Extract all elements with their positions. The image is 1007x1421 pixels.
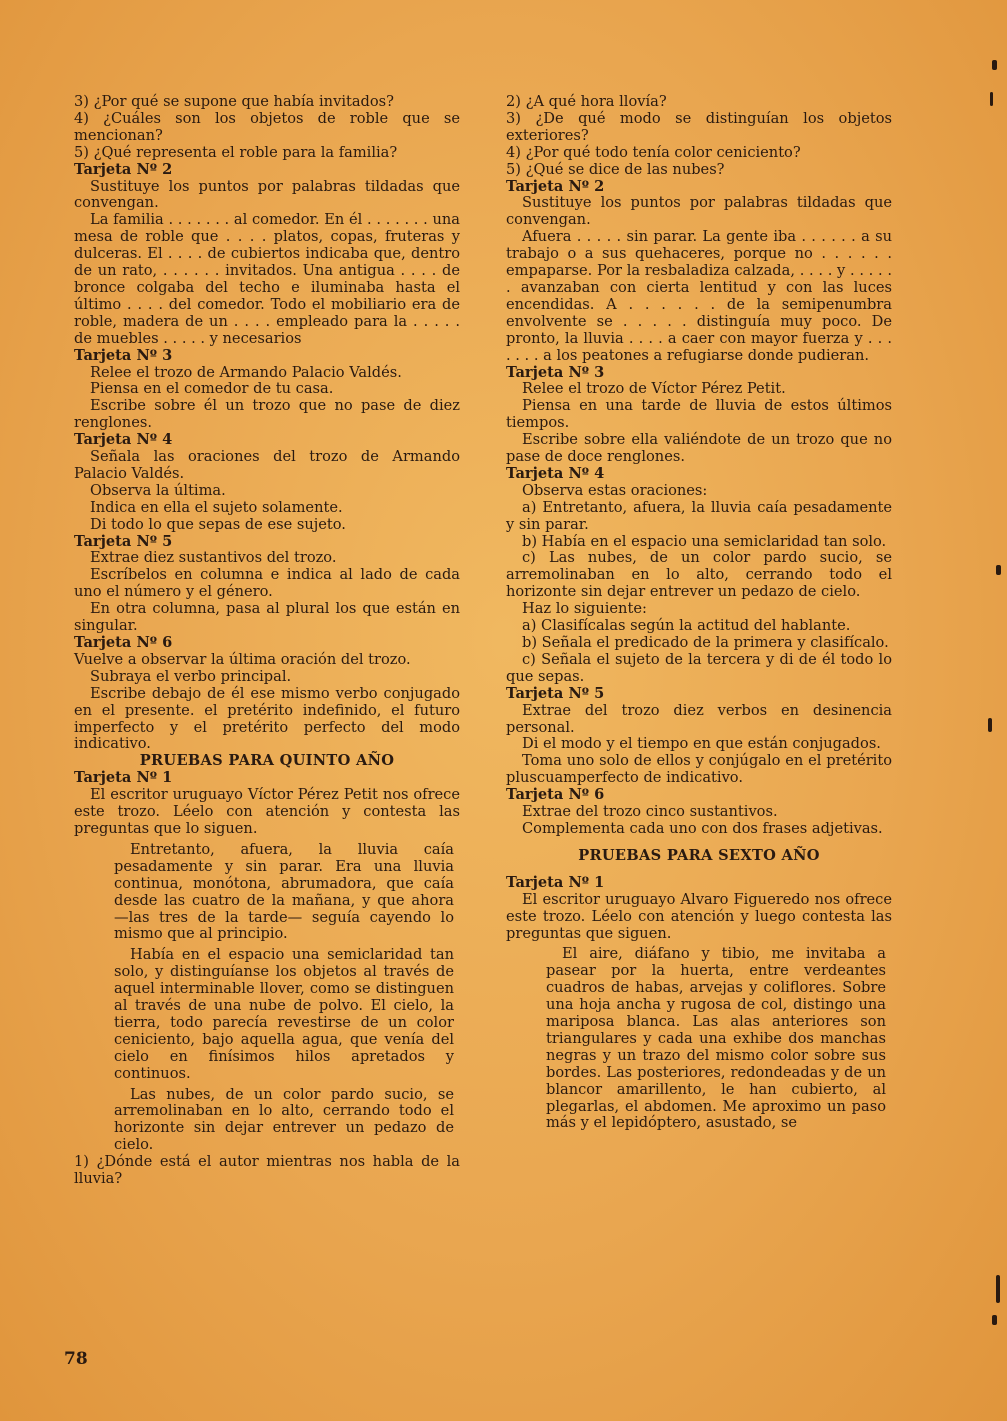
instruction: Observa estas oraciones: (522, 481, 708, 499)
task-item: b) Señala el predicado de la primera y clasifícalo. (522, 634, 889, 651)
instruction: Extrae del trozo cinco sustantivos. (522, 803, 778, 821)
instruction: Piensa en el comedor de tu casa. (90, 380, 334, 398)
instruction: Escribe sobre él un trozo que no pase de diez renglones. (74, 397, 460, 432)
instruction: En otra columna, pasa al plural los que están en singular. (74, 600, 460, 635)
fill-in-text: Afuera . . . . . sin parar. La gente iba . . . . . . a su trabajo o a sus quehaceres, porque no . . . . . . empaparse. Por la resbaladiza calzada, . . . . y . . . . . . avanzaban con cierta lentitud y con las luces encendidas. A . . . . . . de la semipenumbra envolvente se . . . . . distinguía muy poco. De pronto, la lluvia . . . . a caer con mayor fuerza y . . . . . . . a los peatones a refugiarse donde pudieran. (506, 228, 892, 364)
question-line: 1) ¿Dónde está el autor mientras nos habla de la lluvia? (74, 1153, 460, 1188)
instruction: Escribe debajo de él ese mismo verbo conjugado en el presente. el pretérito indefinido, el futuro imperfecto y el pretérito perfecto del modo indicativo. (74, 684, 460, 753)
instruction: Señala las oraciones del trozo de Armando Palacio Valdés. (74, 448, 460, 482)
margin-mark (988, 718, 992, 732)
card-heading: Tarjeta Nº 5 (74, 532, 173, 550)
card-heading: Tarjeta Nº 1 (74, 769, 173, 787)
question-line: 5) ¿Qué representa el roble para la familia? (74, 143, 398, 161)
passage-paragraph: Había en el espacio una semiclaridad tan solo, y distinguíanse los objetos al través de aquel interminable llover, como se distinguen al través de una nube de polvo. El cielo, la tierra, todo parecía revestirse de un color ceniciento, bajo aquella agua, que venía del cielo en finísimos hilos apretados y continuos. (114, 946, 454, 1082)
instruction: Relee el trozo de Víctor Pérez Petit. (522, 380, 786, 398)
passage-paragraph: El aire, diáfano y tibio, me invitaba a pasear por la huerta, entre verdeantes cuadros de habas, arvejas y coliflores. Sobre una hoja ancha y rugosa de col, distingo una mariposa blanca. Las alas anteriores son triangulares y cada una exhibe dos manchas negras y un trazo del mismo color sobre sus bordes. Las posteriores, redondeadas y de un blancor amarillento, le han cubierto, al plegarlas, el abdomen. Me aproximo un paso más y el lepidóptero, asustado, se (546, 945, 886, 1132)
page-number: 78 (64, 1349, 88, 1369)
instruction: Escríbelos en columna e indica al lado de cada uno el número y el género. (74, 566, 460, 601)
instruction: Indica en ella el sujeto solamente. (90, 498, 343, 516)
question-line: 3) ¿Por qué se supone que había invitados? (74, 93, 394, 110)
instruction: Piensa en una tarde de lluvia de estos últimos tiempos. (506, 397, 892, 432)
sentence-item: a) Entretanto, afuera, la lluvia caía pesadamente y sin parar. (506, 498, 892, 533)
instruction: Toma uno solo de ellos y conjúgalo en el pretérito pluscuamperfecto de indicativo. (506, 752, 892, 787)
instruction: Sustituye los puntos por palabras tildadas que convengan. (506, 194, 892, 229)
card-heading: Tarjeta Nº 6 (506, 786, 605, 804)
card-heading: Tarjeta Nº 3 (506, 363, 605, 381)
instruction: Complementa cada uno con dos frases adjetivas. (522, 819, 883, 837)
sentence-item: c) Las nubes, de un color pardo sucio, se arremolinaban en lo alto, cerrando todo el horizonte sin dejar entrever un pedazo de cielo. (506, 549, 892, 601)
left-column (74, 94, 460, 1188)
card-heading: Tarjeta Nº 4 (506, 464, 605, 482)
instruction: Relee el trozo de Armando Palacio Valdés. (90, 363, 402, 381)
instruction: Escribe sobre ella valiéndote de un trozo que no pase de doce renglones. (506, 431, 892, 466)
question-line: 4) ¿Cuáles son los objetos de roble que se mencionan? (74, 109, 460, 144)
instruction: Sustituye los puntos por palabras tildadas que convengan. (74, 177, 460, 212)
card-heading: Tarjeta Nº 1 (506, 873, 605, 891)
card-heading: Tarjeta Nº 6 (74, 634, 173, 651)
instruction: El escritor uruguayo Alvaro Figueredo nos ofrece este trozo. Léelo con atención y luego contesta las preguntas que siguen. (506, 890, 892, 942)
question-line: 5) ¿Qué se dice de las nubes? (506, 160, 725, 178)
margin-mark (996, 1275, 1000, 1303)
quoted-passage (546, 946, 886, 1132)
right-column (506, 94, 892, 1132)
card-heading: Tarjeta Nº 2 (74, 160, 173, 178)
quoted-passage (114, 842, 454, 1154)
section-title: PRUEBAS PARA QUINTO AÑO (139, 752, 395, 770)
passage-paragraph: Entretanto, afuera, la lluvia caía pesadamente y sin parar. Era una lluvia continua, monótona, abrumadora, que caía desde las cuatro de la mañana, y que ahora —las tres de la tarde— seguía cayendo lo mismo que al principio. (114, 840, 454, 943)
instruction: El escritor uruguayo Víctor Pérez Petit nos ofrece este trozo. Léelo con atención y contesta las preguntas que lo siguen. (74, 786, 460, 837)
instruction: Di el modo y el tiempo en que están conjugados. (522, 735, 881, 753)
margin-mark (992, 1315, 997, 1325)
section-title: PRUEBAS PARA SEXTO AÑO (578, 846, 820, 864)
margin-mark (992, 60, 997, 70)
card-heading: Tarjeta Nº 2 (506, 177, 605, 195)
task-item: c) Señala el sujeto de la tercera y di de él todo lo que sepas. (506, 650, 892, 685)
card-heading: Tarjeta Nº 3 (74, 346, 173, 364)
instruction: Extrae del trozo diez verbos en desinencia personal. (506, 701, 892, 736)
card-heading: Tarjeta Nº 5 (506, 684, 605, 702)
instruction: Haz lo siguiente: (522, 600, 647, 618)
instruction: Extrae diez sustantivos del trozo. (90, 549, 337, 567)
sentence-item: b) Había en el espacio una semiclaridad tan solo. (522, 532, 887, 550)
instruction: Di todo lo que sepas de ese sujeto. (90, 515, 346, 533)
passage-paragraph: Las nubes, de un color pardo sucio, se arremolinaban en lo alto, cerrando todo el horizonte sin dejar entrever un pedazo de cielo. (114, 1085, 454, 1154)
margin-mark (996, 565, 1001, 575)
instruction: Subraya el verbo principal. (90, 667, 292, 685)
instruction: Observa la última. (90, 481, 226, 499)
card-heading: Tarjeta Nº 4 (74, 431, 173, 449)
question-line: 2) ¿A qué hora llovía? (506, 93, 667, 110)
margin-mark (990, 92, 993, 106)
fill-in-text: La familia . . . . . . . al comedor. En él . . . . . . . una mesa de roble que . . . . platos, copas, fruteras y dulceras. El . . . . de cubiertos indicaba que, dentro de un rato, . . . . . . invitados. Una antigua . . . . de bronce colgaba del techo e iluminaba hasta el último . . . . del comedor. Todo el mobiliario era de roble, madera de un . . . . empleado para la . . . . . de muebles . . . . . y necesarios (74, 211, 460, 347)
task-item: a) Clasifícalas según la actitud del hablante. (522, 617, 851, 635)
instruction: Vuelve a observar la última oración del trozo. (74, 650, 411, 668)
question-line: 4) ¿Por qué todo tenía color ceniciento? (506, 143, 801, 161)
question-line: 3) ¿De qué modo se distinguían los objetos exteriores? (506, 109, 892, 144)
